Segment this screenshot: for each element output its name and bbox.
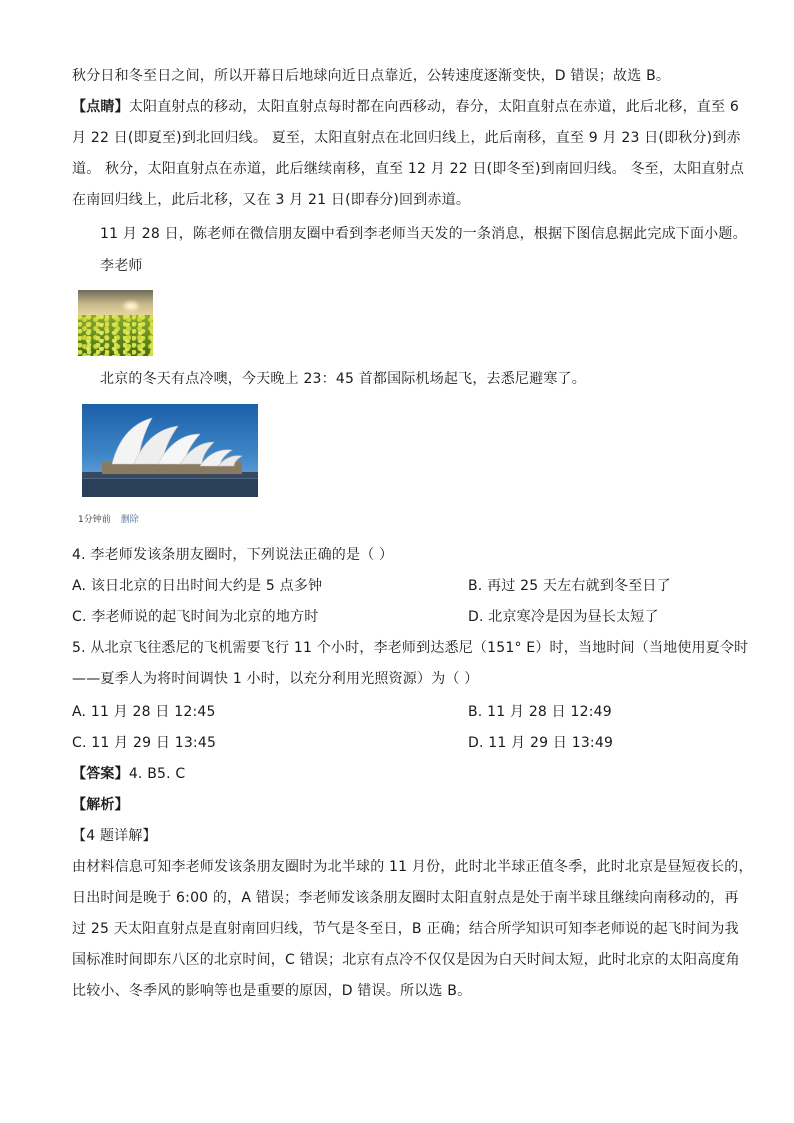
tip-text-1: 太阳直射点的移动，太阳直射点每时都在向西移动，春分，太阳直射点在赤道，此后北移，直至 6 bbox=[128, 99, 739, 115]
analysis-tag: 【解析】 bbox=[72, 797, 129, 813]
tip-line-2: 月 22 日(即夏至)到北回归线。 夏至，太阳直射点在北回归线上，此后南移，直至 9 月 23 日(即秋分)到赤 bbox=[72, 130, 741, 146]
q5-option-a: A. 11 月 28 日 12:45 bbox=[72, 704, 216, 720]
analysis-line-3: 过 25 天太阳直射点是直射南回归线，节气是冬至日，B 正确；结合所学知识可知李老师说的起飞时间为我 bbox=[72, 921, 739, 937]
analysis-line-4: 国标准时间即东八区的北京时间，C 错误；北京有点冷不仅仅是因为白天时间太短，此时北京的太阳高度角 bbox=[72, 952, 740, 968]
q4-options-row-2 bbox=[72, 607, 722, 627]
answer-text: 4. B5. C bbox=[128, 766, 186, 782]
q5-option-d: D. 11 月 29 日 13:49 bbox=[468, 735, 614, 751]
post-message: 北京的冬天有点冷噢，今天晚上 23：45 首都国际机场起飞，去悉尼避寒了。 bbox=[100, 371, 586, 387]
delete-link[interactable]: 删除 bbox=[120, 515, 139, 525]
answer-line bbox=[72, 764, 722, 784]
opera-house-photo bbox=[82, 404, 258, 497]
answer-tag: 【答案】 bbox=[72, 766, 129, 782]
q5-options-row-2 bbox=[72, 733, 722, 753]
q5-option-b: B. 11 月 28 日 12:49 bbox=[468, 704, 612, 720]
q4-option-b: B. 再过 25 天左右就到冬至日了 bbox=[468, 578, 671, 594]
q4-option-a: A. 该日北京的日出时间大约是 5 点多钟 bbox=[72, 578, 323, 594]
tip-tag: 【点睛】 bbox=[72, 99, 129, 115]
field-photo bbox=[78, 290, 153, 356]
question-intro: 11 月 28 日，陈老师在微信朋友圈中看到李老师当天发的一条消息，根据下图信息据此完成下面小题。 bbox=[100, 226, 747, 242]
tip-line-3: 道。 秋分，太阳直射点在赤道，此后继续南移，直至 12 月 22 日(即冬至)到南回归线。 冬至，太阳直射点 bbox=[72, 161, 745, 177]
q4-option-c: C. 李老师说的起飞时间为北京的地方时 bbox=[72, 609, 319, 625]
text-line-1: 秋分日和冬至日之间，所以开幕日后地球向近日点靠近，公转速度逐渐变快，D 错误；故选 B。 bbox=[72, 68, 671, 84]
q4-stem: 4. 李老师发该条朋友圈时，下列说法正确的是（ ） bbox=[72, 547, 394, 563]
q5-option-c: C. 11 月 29 日 13:45 bbox=[72, 735, 217, 751]
analysis-line-5: 比较小、冬季风的影响等也是重要的原因，D 错误。所以选 B。 bbox=[72, 983, 472, 999]
q4-option-d: D. 北京寒冷是因为昼长太短了 bbox=[468, 609, 659, 625]
analysis-line-1: 由材料信息可知李老师发该条朋友圈时为北半球的 11 月份，此时北半球正值冬季，此时北京是昼短夜长的， bbox=[72, 859, 753, 875]
q4-options-row-1 bbox=[72, 576, 722, 596]
tip-line-1 bbox=[72, 97, 739, 117]
q5-options-row-1 bbox=[72, 702, 722, 722]
poster-name: 李老师 bbox=[100, 258, 143, 274]
post-time: 1分钟前 bbox=[78, 515, 111, 525]
q5-stem-line-1: 5. 从北京飞往悉尼的飞机需要飞行 11 个小时，李老师到达悉尼（151° E）时，当地时间（当地使用夏令时 bbox=[72, 640, 749, 656]
post-meta bbox=[78, 512, 139, 525]
q5-stem-line-2: ——夏季人为将时间调快 1 小时，以充分利用光照资源）为（ ） bbox=[72, 671, 479, 687]
analysis-subtitle: 【4 题详解】 bbox=[72, 828, 157, 844]
tip-line-4: 在南回归线上，此后北移，又在 3 月 21 日(即春分)回到赤道。 bbox=[72, 192, 471, 208]
analysis-line-2: 日出时间是晚于 6:00 的，A 错误；李老师发该条朋友圈时太阳直射点是处于南半球且继续向南移动的，再 bbox=[72, 890, 739, 906]
